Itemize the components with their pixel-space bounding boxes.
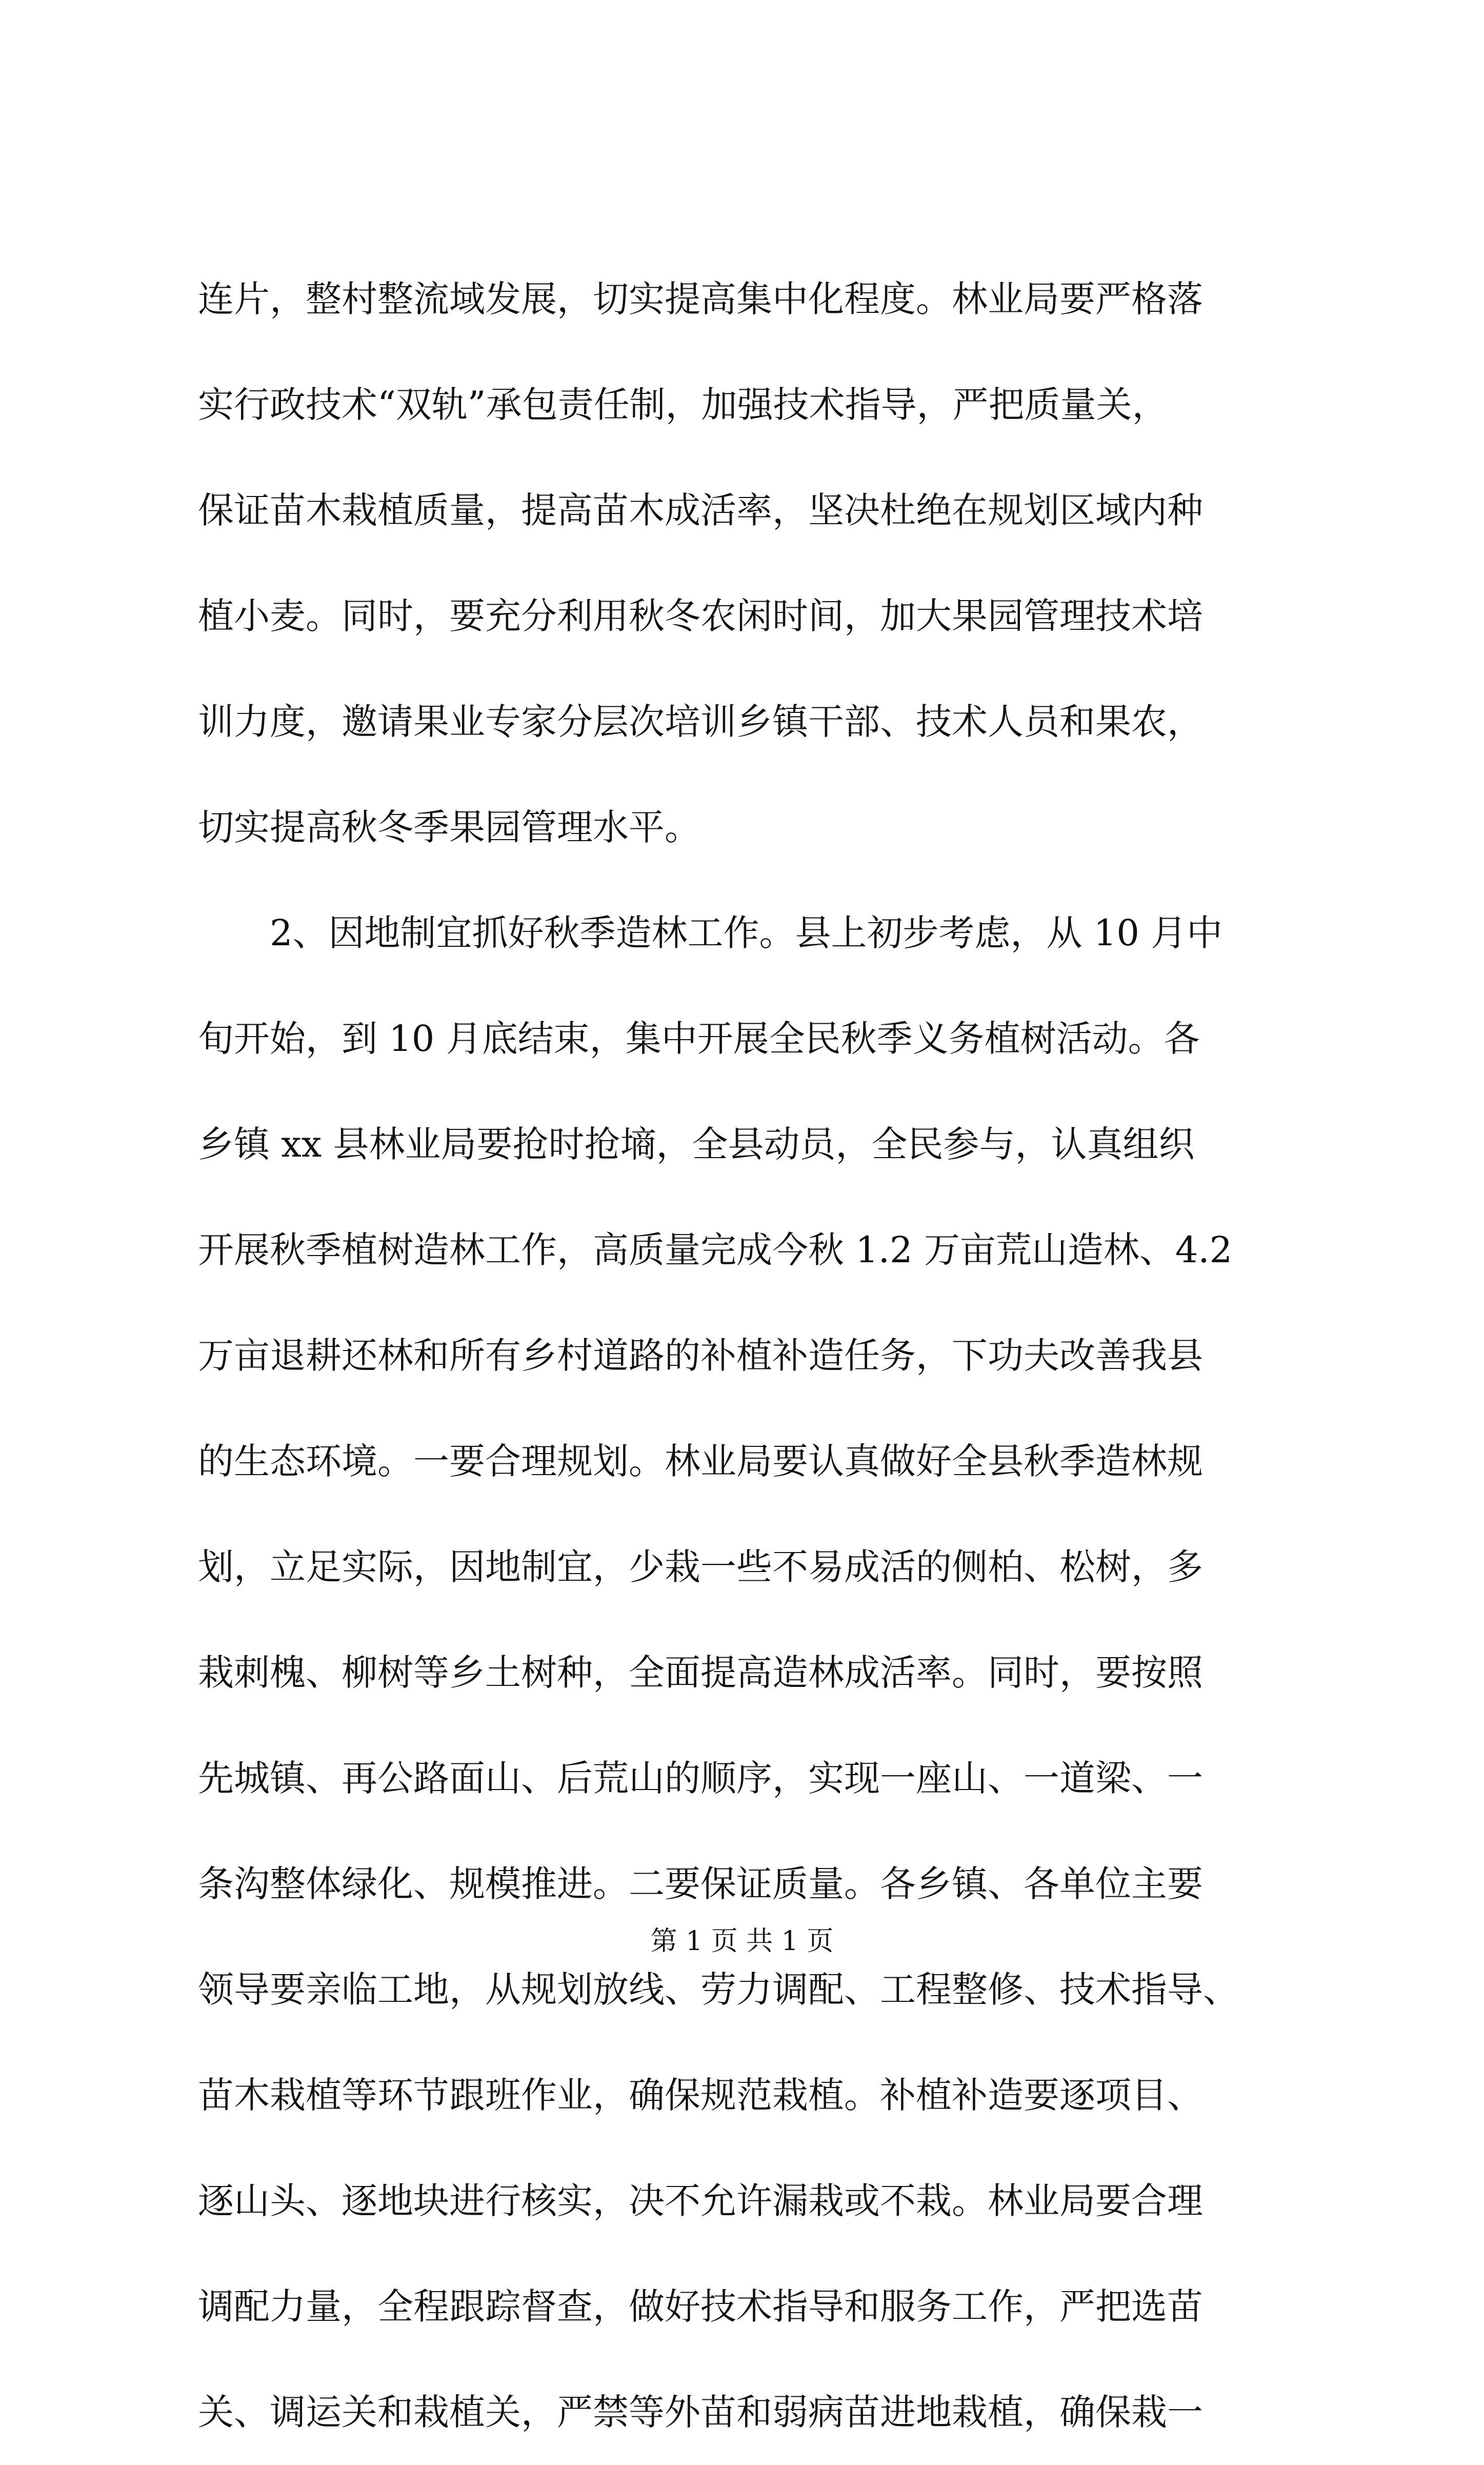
text-line: 实行政技术“双轨”承包责任制，加强技术指导，严把质量关，: [198, 384, 1168, 426]
text-line: 的生态环境。一要合理规划。林业局要认真做好全县秋季造林规: [198, 1440, 1203, 1482]
text-line: 关、调运关和栽植关，严禁等外苗和弱病苗进地栽植，确保栽一: [198, 2391, 1203, 2433]
text-line: 领导要亲临工地，从规划放线、劳力调配、工程整修、技术指导、: [198, 1969, 1239, 2011]
text-line: 旬开始，到 10 月底结束，集中开展全民秋季义务植树活动。各: [198, 1018, 1200, 1060]
text-line: 逐山头、逐地块进行核实，决不允许漏栽或不栽。林业局要合理: [198, 2180, 1203, 2222]
text-line: 植小麦。同时，要充分利用秋冬农闲时间，加大果园管理技术培: [198, 595, 1203, 637]
text-line: 万亩退耕还林和所有乡村道路的补植补造任务，下功夫改善我县: [198, 1335, 1203, 1377]
text-line: 连片，整村整流域发展，切实提高集中化程度。林业局要严格落: [198, 278, 1203, 320]
text-line: 2、因地制宜抓好秋季造林工作。县上初步考虑，从 10 月中: [198, 912, 1223, 954]
text-line: 先城镇、再公路面山、后荒山的顺序，实现一座山、一道梁、一: [198, 1757, 1203, 1799]
text-line: 训力度，邀请果业专家分层次培训乡镇干部、技术人员和果农，: [198, 701, 1203, 743]
text-line: 保证苗木栽植质量，提高苗木成活率，坚决杜绝在规划区域内种: [198, 489, 1203, 531]
text-line: 划，立足实际，因地制宜，少栽一些不易成活的侧柏、松树，多: [198, 1546, 1203, 1588]
body-text: [198, 246, 1326, 2465]
text-line: 苗木栽植等环节跟班作业，确保规范栽植。补植补造要逐项目、: [198, 2074, 1203, 2116]
page-footer: 第 1 页 共 1 页: [650, 1926, 834, 1957]
text-line: 栽刺槐、柳树等乡土树种，全面提高造林成活率。同时，要按照: [198, 1652, 1203, 1694]
text-line: 开展秋季植树造林工作，高质量完成今秋 1.2 万亩荒山造林、4.2: [198, 1229, 1233, 1271]
text-line: 条沟整体绿化、规模推进。二要保证质量。各乡镇、各单位主要: [198, 1863, 1203, 1905]
text-line: 调配力量，全程跟踪督查，做好技术指导和服务工作，严把选苗: [198, 2285, 1203, 2328]
text-line: 乡镇 xx 县林业局要抢时抢墒，全县动员，全民参与，认真组织: [198, 1123, 1195, 1165]
text-line: 切实提高秋冬季果园管理水平。: [198, 806, 700, 848]
